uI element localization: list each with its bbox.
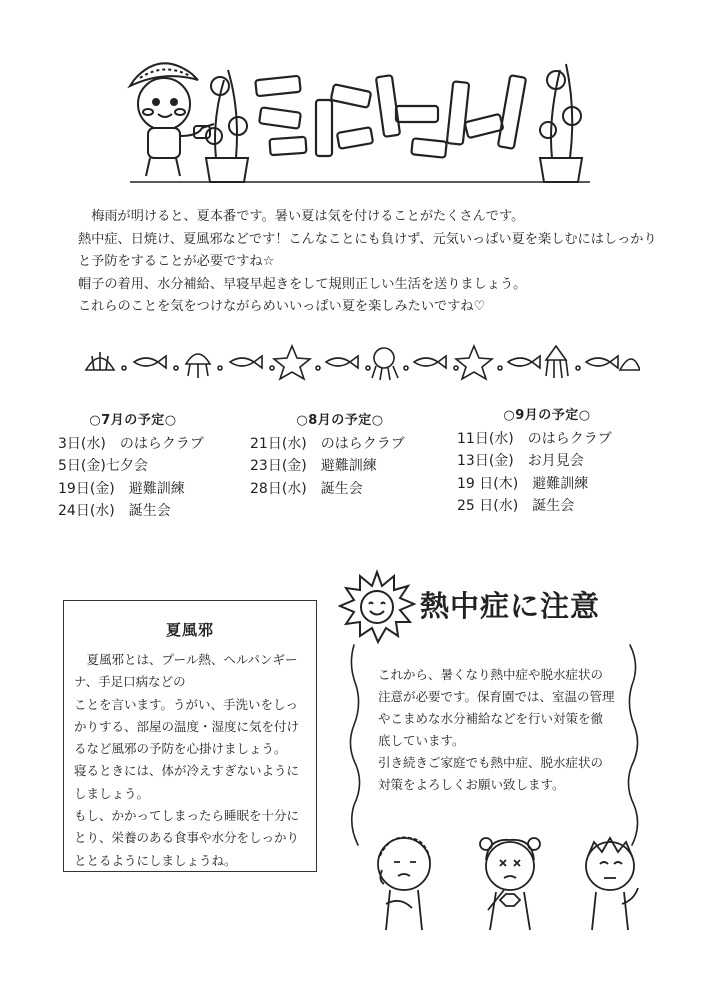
sea-creatures-divider [80, 340, 640, 382]
july-schedule-title: ○7月の予定○ [89, 413, 177, 428]
starfish-icon [456, 346, 492, 379]
fish-icon [230, 356, 262, 368]
hot-boy-icon [378, 837, 430, 930]
summer-cold-line: 寝るときには、体が冷えすぎないように [74, 763, 300, 779]
schedule-item: 19日(金) 避難訓練 [58, 480, 185, 497]
bubble-icon [576, 366, 580, 370]
hot-boy-icon-2 [586, 838, 638, 930]
fish-icon [326, 356, 358, 368]
bubble-icon [270, 366, 274, 370]
summer-cold-text [74, 649, 310, 872]
hot-children-illustration [360, 830, 660, 940]
intro-line: と予防をすることが必要ですね☆ [78, 254, 275, 269]
heatstroke-text [378, 664, 643, 796]
heatstroke-line: これから、暑くなり熱中症や脱水症状の [378, 667, 604, 682]
summer-cold-line: 夏風邪とは、プール熱、ヘルパンギー [74, 652, 298, 667]
intro-line: 帽子の着用、水分補給、早寝早起きをして規則正しい生活を送りましょう。 [78, 276, 527, 292]
child-gardening-icon [130, 63, 214, 176]
heatstroke-line: 引き続きご家庭でも熱中症、脱水症状の [378, 755, 604, 770]
schedule-item: 21日(水) のはらクラブ [250, 435, 405, 452]
fish-icon [586, 356, 618, 368]
bubble-icon [404, 366, 408, 370]
schedule-item: 13日(金) お月見会 [457, 453, 584, 470]
bubble-icon [316, 366, 320, 370]
summer-cold-line: ナ、手足口病などの [74, 674, 186, 690]
bubble-icon [218, 366, 222, 370]
intro-line: これらのことを気をつけながらめいいっぱい夏を楽しみたいですね♡ [78, 299, 486, 314]
title-lettering [255, 75, 526, 158]
summer-cold-line: しましょう。 [74, 785, 150, 801]
july-schedule [58, 410, 238, 523]
summer-cold-line: とり、栄養のある食事や水分をしっかり [74, 830, 300, 846]
heatstroke-line: やこまめな水分補給などを行い対策を徹 [378, 711, 604, 726]
september-schedule-title: ○9月の予定○ [503, 408, 591, 423]
schedule-item: 5日(金)七夕会 [58, 458, 148, 475]
flower-pot-icon-right [540, 64, 582, 182]
schedule-item: 3日(水) のはらクラブ [58, 435, 204, 452]
summer-cold-line: もし、かかってしまったら睡眠を十分に [74, 808, 300, 824]
heatstroke-line: 底しています。 [378, 733, 465, 748]
summer-cold-box [63, 600, 317, 872]
heatstroke-title: 熱中症に注意 [420, 589, 601, 623]
bubble-icon [454, 366, 458, 370]
fish-icon [134, 356, 166, 368]
flower-pot-icon [206, 70, 248, 182]
heatstroke-line: 注意が必要です。保育園では、室温の管理 [378, 689, 615, 704]
starfish-icon [274, 346, 310, 379]
schedule-item: 24日(水) 誕生会 [58, 503, 171, 520]
shell-icon [86, 352, 114, 370]
intro-line: 熱中症、日焼け、夏風邪などです！こんなことにも負けず、元気いっぱい夏を楽しむにはしっかり [78, 231, 657, 247]
shell-icon [620, 359, 640, 370]
hot-girl-icon [480, 838, 540, 930]
bubble-icon [498, 366, 502, 370]
summer-cold-title: 夏風邪 [165, 621, 214, 639]
bubble-icon [174, 366, 178, 370]
summer-cold-line: かりする、部屋の温度・湿度に気を付け [74, 718, 300, 734]
summer-cold-line: ことを言います。うがい、手洗いをしっ [74, 696, 299, 712]
august-schedule [250, 410, 430, 500]
intro-line: 梅雨が明けると、夏本番です。暑い夏は気を付けることがたくさんです。 [91, 209, 525, 224]
octopus-icon [372, 348, 398, 380]
fish-icon [414, 356, 446, 368]
schedule-item: 23日(金) 避難訓練 [250, 458, 377, 475]
august-schedule-title: ○8月の予定○ [296, 413, 384, 428]
schedule-item: 11日(水) のはらクラブ [457, 430, 612, 447]
schedule-item: 28日(水) 誕生会 [250, 480, 363, 497]
header-illustration [120, 40, 600, 190]
bubble-icon [122, 366, 126, 370]
fish-icon [508, 356, 540, 368]
september-schedule [457, 405, 637, 518]
bubble-icon [366, 366, 370, 370]
heatstroke-line: 対策をよろしくお願い致します。 [378, 777, 565, 792]
squid-icon [546, 346, 568, 378]
schedule-item: 19 日(木) 避難訓練 [457, 475, 589, 492]
summer-cold-line: ととるようにしましょうね。 [74, 852, 237, 868]
summer-cold-line: るなど風邪の予防を心掛けましょう。 [74, 741, 287, 757]
jellyfish-icon [186, 354, 210, 378]
intro-text [78, 206, 678, 319]
schedule-item: 25 日(水) 誕生会 [457, 498, 575, 515]
